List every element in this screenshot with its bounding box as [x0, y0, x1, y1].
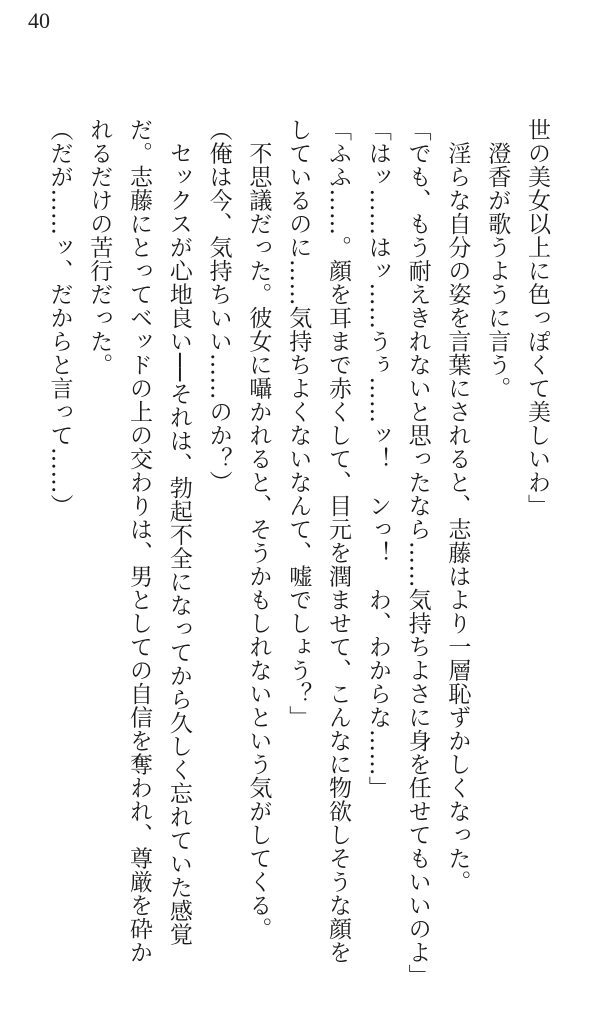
- text-line: 「ふふ……。顔を耳まで赤くして、目元を潤ませて、こんなに物欲しそうな顔を: [325, 118, 352, 964]
- text-line: 世の美女以上に色っぽくて美しいわ」: [524, 118, 550, 518]
- text-line: セックスが心地良い──それは、勃起不全になってから久しく忘れていた感覚: [165, 118, 192, 946]
- text-line: しているのに……気持ちよくないなんて、嘘でしょう？」: [285, 118, 312, 729]
- text-line: （だが……ッ、だからと言って……）: [46, 118, 73, 518]
- text-line: 澄香が歌うように言う。: [484, 118, 511, 400]
- page-number: 40: [28, 8, 50, 33]
- text-line: れるだけの苦行だった。: [86, 118, 113, 377]
- text-line: 「はッ……はッ……うぅ……ッ！ ンっ！ わ、わからな……」: [364, 118, 391, 800]
- text-line: 「でも、もう耐えきれないと思ったなら……気持ちよさに身を任せてもいいのよ」: [404, 118, 431, 988]
- text-line: （俺は今、気持ちいい……のか？）: [205, 118, 232, 494]
- text-line: だ。志藤にとってベッドの上の交わりは、男としての自信を奪われ、尊厳を砕か: [126, 118, 153, 964]
- text-line: 淫らな自分の姿を言葉にされると、志藤はより一層恥ずかしくなった。: [444, 118, 471, 894]
- text-line: 不思議だった。彼女に囁かれると、そうかもしれないという気がしてくる。: [245, 118, 272, 941]
- vertical-body-text: [39, 118, 556, 988]
